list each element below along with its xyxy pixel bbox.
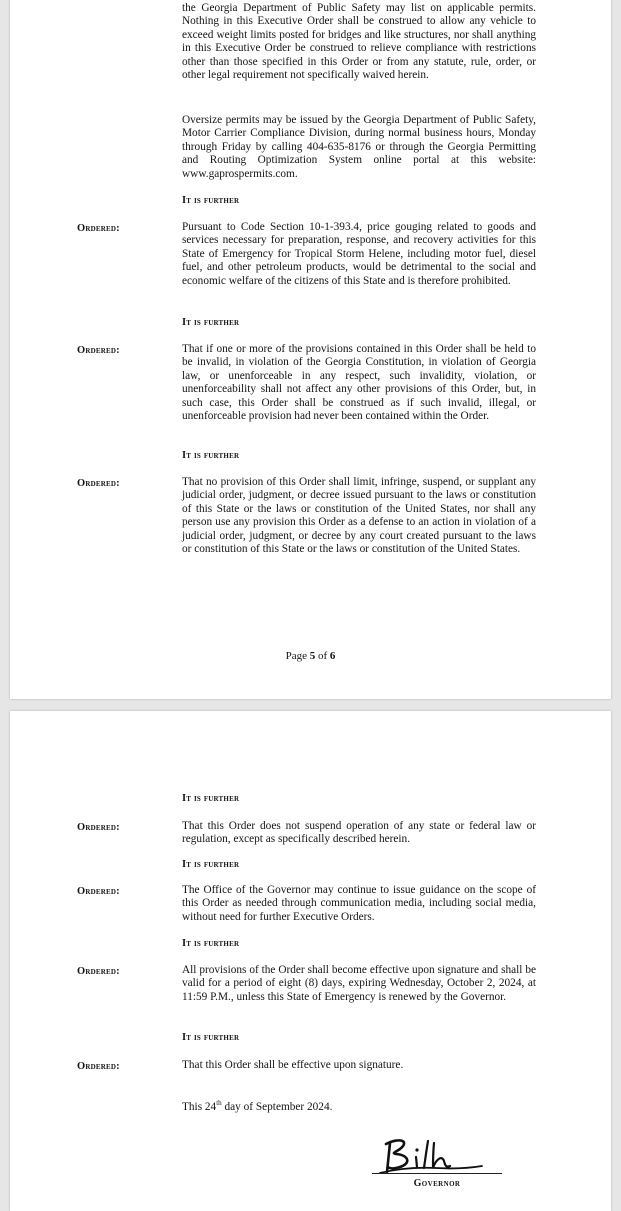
date-superscript: th [216, 1099, 222, 1108]
it-is-further-heading: It is further [182, 938, 240, 949]
document-page-5 [10, 0, 611, 699]
ordered-label: Ordered: [77, 966, 120, 977]
page-number-total: 6 [329, 650, 336, 662]
ordered-label: Ordered: [77, 345, 120, 356]
signature-line [372, 1173, 502, 1174]
ordered-label: Ordered: [77, 223, 120, 234]
ordered-price-gouging-text: Pursuant to Code Section 10-1-393.4, price gouging related to goods and services necessary for preparation, response, and recovery activities for this State of Emergency for Tropical Storm Helene, including motor fuel, diesel fuel, and other petroleum products, would be detrimental to the social and economic welfare of the citizens of this State and is therefore prohibited. [182, 221, 536, 287]
it-is-further-heading: It is further [182, 859, 240, 870]
date-prefix: This 24 [182, 1101, 217, 1113]
ordered-severability-text: That if one or more of the provisions contained in this Order shall be held to be invalid, in violation of the Georgia Constitution, in violation of Georgia law, or unenforceable in any respect, such invalidity, violation, or unenforceability shall not affect any other provisions of this Order, but, in such case, this Order shall be construed as if such invalid, illegal, or unenforceable provision had never been contained within the Order. [182, 343, 536, 423]
page-number-separator: of [317, 650, 328, 662]
it-is-further-heading: It is further [182, 793, 240, 804]
page-number-current: 5 [309, 650, 316, 662]
signature-title: Governor [413, 1178, 461, 1189]
ordered-label: Ordered: [77, 1061, 120, 1072]
intro-paragraph-2: Oversize permits may be issued by the Georgia Department of Public Safety, Motor Carrier Compliance Division, during normal business hours, Monday through Friday by calling 404-635-8176 or through the Georgia Permitting and Routing Optimization System online portal at this website: www.gaprospermits.com. [182, 114, 536, 180]
ordered-judicial-order-text: That no provision of this Order shall limit, infringe, suspend, or supplant any judicial order, judgment, or decree issued pursuant to the laws or constitution of this State or the laws or constitution of the United States, nor shall any person use any provision this Order as a defense to an action in violation of a judicial order, judgment, or decree by any court created pursuant to the laws or constitution of this State or the laws or constitution of the United States. [182, 476, 536, 556]
ordered-no-suspension-text: That this Order does not suspend operation of any state or federal law or regulation, except as specifically described herein. [182, 820, 536, 846]
it-is-further-heading: It is further [182, 195, 240, 206]
date-line [182, 1101, 332, 1113]
date-suffix: day of September 2024. [221, 1101, 333, 1113]
it-is-further-heading: It is further [182, 1032, 240, 1043]
page-number-prefix: Page [285, 650, 307, 662]
governor-signature [376, 1135, 486, 1177]
ordered-label: Ordered: [77, 886, 120, 897]
ordered-effective-period-text: All provisions of the Order shall become effective upon signature and shall be valid for a period of eight (8) days, expiring Wednesday, October 2, 2024, at 11:59 P.M., unless this State of Emergency is renewed by the Governor. [182, 964, 536, 1003]
intro-paragraph-1: the Georgia Department of Public Safety may list on applicable permits. Nothing in this Executive Order shall be construed to allow any vehicle to exceed weight limits posted for bridges and like structures, nor shall anything in this Executive Order be construed to relieve compliance with restrictions other than those specified in this Order or from any statute, rule, order, or other legal requirement not specifically waived herein. [182, 2, 536, 82]
it-is-further-heading: It is further [182, 450, 240, 461]
ordered-label: Ordered: [77, 478, 120, 489]
document-page-6 [10, 711, 611, 1211]
ordered-effective-upon-signature-text: That this Order shall be effective upon signature. [182, 1059, 404, 1071]
it-is-further-heading: It is further [182, 317, 240, 328]
page-number [10, 650, 611, 662]
ordered-label: Ordered: [77, 822, 120, 833]
ordered-guidance-text: The Office of the Governor may continue to issue guidance on the scope of this Order as needed through communication media, including social media, without need for further Executive Orders. [182, 884, 536, 923]
